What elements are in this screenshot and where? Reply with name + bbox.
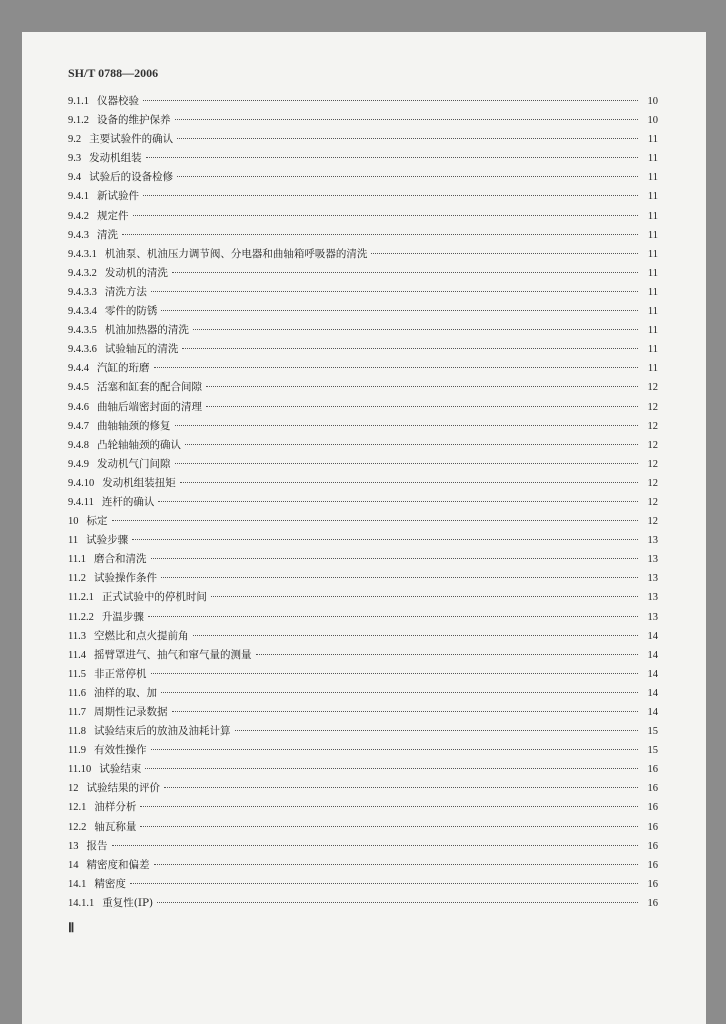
toc-entry-number: 9.4.3.4: [68, 306, 97, 318]
toc-entry-number: 9.4.7: [68, 420, 89, 432]
toc-entry: [68, 302, 658, 321]
toc-entry-title: 试验步骤: [86, 534, 129, 547]
toc-entry: [68, 130, 658, 149]
toc-dot-leader: [161, 309, 638, 311]
toc-entry-number: 9.4.11: [68, 496, 94, 508]
toc-entry-page: 16: [647, 859, 658, 871]
toc-entry-number: 9.4: [68, 172, 82, 184]
toc-entry-number: 12.1: [68, 802, 87, 814]
toc-entry-title: 油样分析: [94, 801, 137, 814]
toc-dot-leader: [148, 615, 638, 617]
toc-entry: [68, 531, 658, 550]
toc-dot-leader: [256, 653, 639, 655]
toc-entry-title: 试验结果的评价: [86, 782, 160, 795]
toc-dot-leader: [122, 233, 638, 235]
toc-dot-leader: [133, 214, 639, 216]
toc-dot-leader: [151, 290, 638, 292]
toc-dot-leader: [143, 194, 638, 196]
table-of-contents: [68, 92, 658, 913]
toc-entry: [68, 149, 658, 168]
toc-entry-number: 9.1.2: [68, 115, 89, 127]
toc-entry-title: 空燃比和点火提前角: [94, 629, 189, 642]
toc-dot-leader: [175, 424, 639, 426]
toc-entry-number: 9.1.1: [68, 96, 89, 107]
toc-entry-number: 11.3: [68, 630, 86, 642]
toc-entry-number: 10: [68, 516, 79, 528]
toc-dot-leader: [132, 538, 638, 540]
toc-entry-title: 活塞和缸套的配合间隙: [97, 381, 202, 394]
toc-entry-title: 周期性记录数据: [94, 706, 168, 718]
toc-entry-title: 发动机的清洗: [104, 266, 168, 279]
toc-entry: [68, 798, 658, 817]
toc-entry-page: 13: [647, 535, 658, 547]
toc-entry: [68, 722, 658, 741]
toc-dot-leader: [151, 748, 639, 750]
page-folio: Ⅱ: [68, 920, 75, 935]
toc-entry-page: 16: [647, 821, 658, 833]
toc-entry-page: 11: [647, 210, 658, 222]
toc-dot-leader: [177, 175, 638, 177]
toc-entry-title: 试验结束后的放油及油耗计算: [94, 725, 231, 738]
toc-dot-leader: [140, 805, 638, 807]
toc-entry-page: 13: [647, 592, 658, 604]
toc-entry-number: 9.4.6: [68, 401, 89, 413]
toc-dot-leader: [185, 443, 638, 445]
toc-entry-title: 试验结束: [99, 763, 142, 776]
toc-entry: [68, 111, 658, 130]
toc-entry-page: 14: [647, 668, 658, 680]
toc-entry-page: 11: [647, 363, 658, 375]
toc-entry-page: 11: [647, 267, 658, 279]
toc-entry: [68, 455, 658, 474]
toc-entry-page: 12: [647, 439, 658, 451]
toc-entry-number: 13: [68, 840, 79, 852]
toc-entry: [68, 264, 658, 283]
toc-entry: [68, 837, 658, 856]
toc-dot-leader: [161, 576, 638, 578]
toc-entry-title: 清洗方法: [104, 285, 147, 298]
toc-entry: [68, 340, 658, 359]
toc-entry-title: 零件的防锈: [104, 305, 158, 318]
toc-entry-number: 9.4.3.6: [68, 344, 97, 356]
toc-entry-title: 报告: [86, 839, 108, 852]
toc-entry-page: 12: [647, 516, 658, 528]
toc-entry: [68, 512, 658, 531]
toc-entry: [68, 187, 658, 206]
toc-entry-number: 11.10: [68, 764, 92, 776]
toc-entry-title: 发动机组装扭矩: [102, 476, 176, 489]
toc-entry: [68, 378, 658, 397]
toc-entry: [68, 398, 658, 417]
toc-entry-page: 14: [647, 687, 658, 699]
toc-dot-leader: [146, 156, 638, 158]
toc-entry-number: 9.4.3: [68, 229, 89, 241]
toc-entry-number: 11.9: [68, 745, 86, 757]
toc-entry: [68, 226, 658, 245]
toc-entry: [68, 894, 658, 913]
toc-entry-title: 磨合和清洗: [94, 553, 147, 566]
toc-entry: [68, 245, 658, 264]
toc-entry-page: 12: [647, 477, 658, 489]
toc-entry-page: 13: [647, 554, 658, 566]
toc-entry: [68, 684, 658, 703]
toc-entry-title: 摇臂罩进气、抽气和窜气量的测量: [94, 648, 252, 661]
toc-entry: [68, 474, 658, 493]
toc-dot-leader: [193, 634, 639, 636]
toc-entry-number: 11: [68, 535, 79, 547]
toc-entry: [68, 856, 658, 875]
toc-entry: [68, 703, 658, 722]
toc-entry-page: 16: [647, 783, 658, 795]
toc-entry: [68, 588, 658, 607]
toc-entry-page: 14: [647, 707, 658, 718]
toc-entry-page: 16: [647, 897, 658, 909]
toc-entry: [68, 665, 658, 684]
toc-entry-page: 14: [647, 649, 658, 661]
toc-entry-number: 11.1: [68, 554, 86, 566]
toc-dot-leader: [235, 729, 639, 731]
toc-entry-page: 11: [647, 344, 658, 356]
toc-entry-number: 9.4.5: [68, 382, 89, 394]
toc-entry-title: 重复性(IP): [102, 896, 154, 909]
toc-entry-number: 9.4.3.5: [68, 325, 97, 337]
toc-dot-leader: [145, 767, 638, 769]
toc-dot-leader: [157, 901, 638, 903]
toc-dot-leader: [154, 863, 639, 865]
toc-entry-title: 有效性操作: [94, 744, 147, 757]
toc-entry-title: 仪器校验: [97, 95, 139, 107]
toc-entry-number: 11.8: [68, 726, 86, 738]
toc-entry: [68, 168, 658, 187]
toc-entry-number: 11.7: [68, 707, 86, 718]
toc-entry-number: 9.4.1: [68, 191, 89, 203]
toc-entry-number: 11.2.2: [68, 611, 94, 623]
toc-entry-page: 12: [647, 382, 658, 394]
toc-dot-leader: [158, 500, 638, 502]
toc-entry-title: 曲轴后端密封面的清理: [97, 400, 202, 413]
toc-entry-number: 9.4.3.3: [68, 286, 97, 298]
toc-entry-number: 11.5: [68, 668, 86, 680]
toc-entry-title: 连杆的确认: [101, 495, 155, 508]
toc-entry: [68, 92, 658, 111]
toc-entry-page: 10: [647, 115, 658, 127]
toc-entry-number: 12.2: [68, 821, 87, 833]
toc-entry-title: 试验后的设备检修: [89, 171, 174, 184]
toc-entry-page: 14: [647, 630, 658, 642]
toc-entry-page: 16: [647, 802, 658, 814]
toc-entry: [68, 627, 658, 646]
toc-dot-leader: [172, 271, 638, 273]
toc-dot-leader: [112, 519, 639, 521]
toc-entry-title: 新试验件: [97, 190, 139, 203]
toc-entry-number: 9.4.3.1: [68, 248, 97, 260]
toc-entry-page: 11: [647, 286, 658, 298]
toc-entry-page: 11: [647, 134, 658, 146]
toc-entry-title: 油样的取、加: [94, 686, 157, 699]
toc-entry-number: 9.4.8: [68, 439, 89, 451]
toc-entry-page: 13: [647, 611, 658, 623]
toc-entry-page: 12: [647, 420, 658, 432]
toc-dot-leader: [151, 672, 639, 674]
toc-entry-title: 凸轮轴轴颈的确认: [97, 438, 181, 451]
toc-entry-title: 正式试验中的停机时间: [101, 591, 207, 604]
toc-entry-page: 16: [647, 878, 658, 890]
toc-entry-title: 精密度: [94, 877, 126, 890]
toc-entry-title: 汽缸的珩磨: [97, 362, 150, 375]
toc-entry-number: 9.4.4: [68, 363, 89, 375]
toc-entry-title: 标定: [86, 515, 108, 528]
toc-entry-number: 9.4.2: [68, 210, 89, 222]
toc-dot-leader: [161, 691, 638, 693]
toc-entry-page: 11: [647, 229, 658, 241]
toc-dot-leader: [206, 405, 638, 407]
toc-entry-number: 9.2: [68, 134, 82, 146]
toc-entry-page: 12: [647, 496, 658, 508]
toc-dot-leader: [175, 118, 639, 120]
toc-dot-leader: [182, 347, 638, 349]
toc-entry: [68, 646, 658, 665]
toc-entry: [68, 779, 658, 798]
toc-dot-leader: [112, 844, 639, 846]
toc-entry-page: 16: [647, 764, 658, 776]
toc-entry-number: 12: [68, 783, 79, 795]
toc-entry-title: 机油泵、机油压力调节阀、分电器和曲轴箱呼吸器的清洗: [104, 247, 368, 260]
toc-entry-title: 试验操作条件: [94, 572, 157, 585]
toc-dot-leader: [151, 557, 639, 559]
toc-entry-number: 9.4.9: [68, 458, 89, 470]
toc-entry-title: 发动机气门间隙: [97, 457, 171, 470]
toc-entry-title: 升温步骤: [101, 610, 144, 623]
toc-entry: [68, 608, 658, 627]
toc-entry-number: 11.2: [68, 573, 86, 585]
toc-entry-page: 11: [647, 172, 658, 184]
document-code-header: SH/T 0788—2006: [68, 66, 159, 80]
toc-entry: [68, 493, 658, 512]
toc-dot-leader: [175, 462, 639, 464]
toc-entry-number: 14.1: [68, 878, 87, 890]
toc-entry-title: 主要试验件的确认: [89, 133, 174, 146]
toc-entry: [68, 550, 658, 569]
toc-entry-title: 规定件: [97, 209, 129, 222]
toc-entry-page: 11: [647, 191, 658, 203]
toc-entry-page: 15: [647, 745, 658, 757]
toc-entry: [68, 321, 658, 340]
toc-entry: [68, 741, 658, 760]
toc-entry: [68, 875, 658, 894]
toc-entry-page: 16: [647, 840, 658, 852]
toc-entry-number: 11.4: [68, 649, 86, 661]
toc-entry-title: 发动机组装: [89, 152, 142, 165]
toc-entry: [68, 359, 658, 378]
toc-entry-title: 曲轴轴颈的修复: [97, 419, 171, 432]
toc-entry-title: 轴瓦称量: [94, 820, 137, 833]
toc-entry-page: 15: [647, 726, 658, 738]
toc-entry: [68, 569, 658, 588]
toc-dot-leader: [140, 825, 638, 827]
toc-entry-page: 10: [647, 96, 658, 107]
toc-entry-title: 试验轴瓦的清洗: [104, 343, 179, 356]
toc-dot-leader: [193, 328, 638, 330]
toc-dot-leader: [206, 385, 638, 387]
toc-entry-number: 11.6: [68, 687, 86, 699]
toc-entry-number: 14.1.1: [68, 897, 95, 909]
toc-entry-number: 9.4.3.2: [68, 267, 97, 279]
toc-entry: [68, 207, 658, 226]
toc-entry-title: 设备的维护保养: [97, 114, 171, 127]
toc-entry-number: 11.2.1: [68, 592, 94, 604]
toc-entry-number: 14: [68, 859, 79, 871]
toc-entry-number: 9.4.10: [68, 477, 95, 489]
toc-entry-title: 机油加热器的清洗: [104, 324, 189, 337]
toc-entry: [68, 818, 658, 837]
toc-dot-leader: [130, 882, 638, 884]
toc-entry: [68, 417, 658, 436]
toc-entry-title: 清洗: [97, 228, 118, 241]
toc-entry-title: 非正常停机: [94, 667, 147, 680]
toc-entry-page: 13: [647, 573, 658, 585]
toc-entry-title: 精密度和偏差: [86, 858, 150, 871]
toc-dot-leader: [180, 481, 638, 483]
toc-entry-page: 11: [647, 306, 658, 318]
toc-entry: [68, 283, 658, 302]
toc-dot-leader: [143, 99, 638, 101]
toc-dot-leader: [371, 252, 638, 254]
toc-dot-leader: [164, 786, 638, 788]
toc-dot-leader: [172, 710, 639, 712]
toc-dot-leader: [177, 137, 638, 139]
toc-entry-page: 11: [647, 325, 658, 337]
toc-entry-page: 11: [647, 153, 658, 165]
toc-dot-leader: [154, 366, 639, 368]
toc-dot-leader: [211, 595, 638, 597]
toc-entry-page: 11: [647, 248, 658, 260]
toc-entry-number: 9.3: [68, 153, 82, 165]
toc-entry-page: 12: [647, 401, 658, 413]
toc-entry: [68, 436, 658, 455]
toc-entry-page: 12: [647, 458, 658, 470]
toc-entry: [68, 760, 658, 779]
